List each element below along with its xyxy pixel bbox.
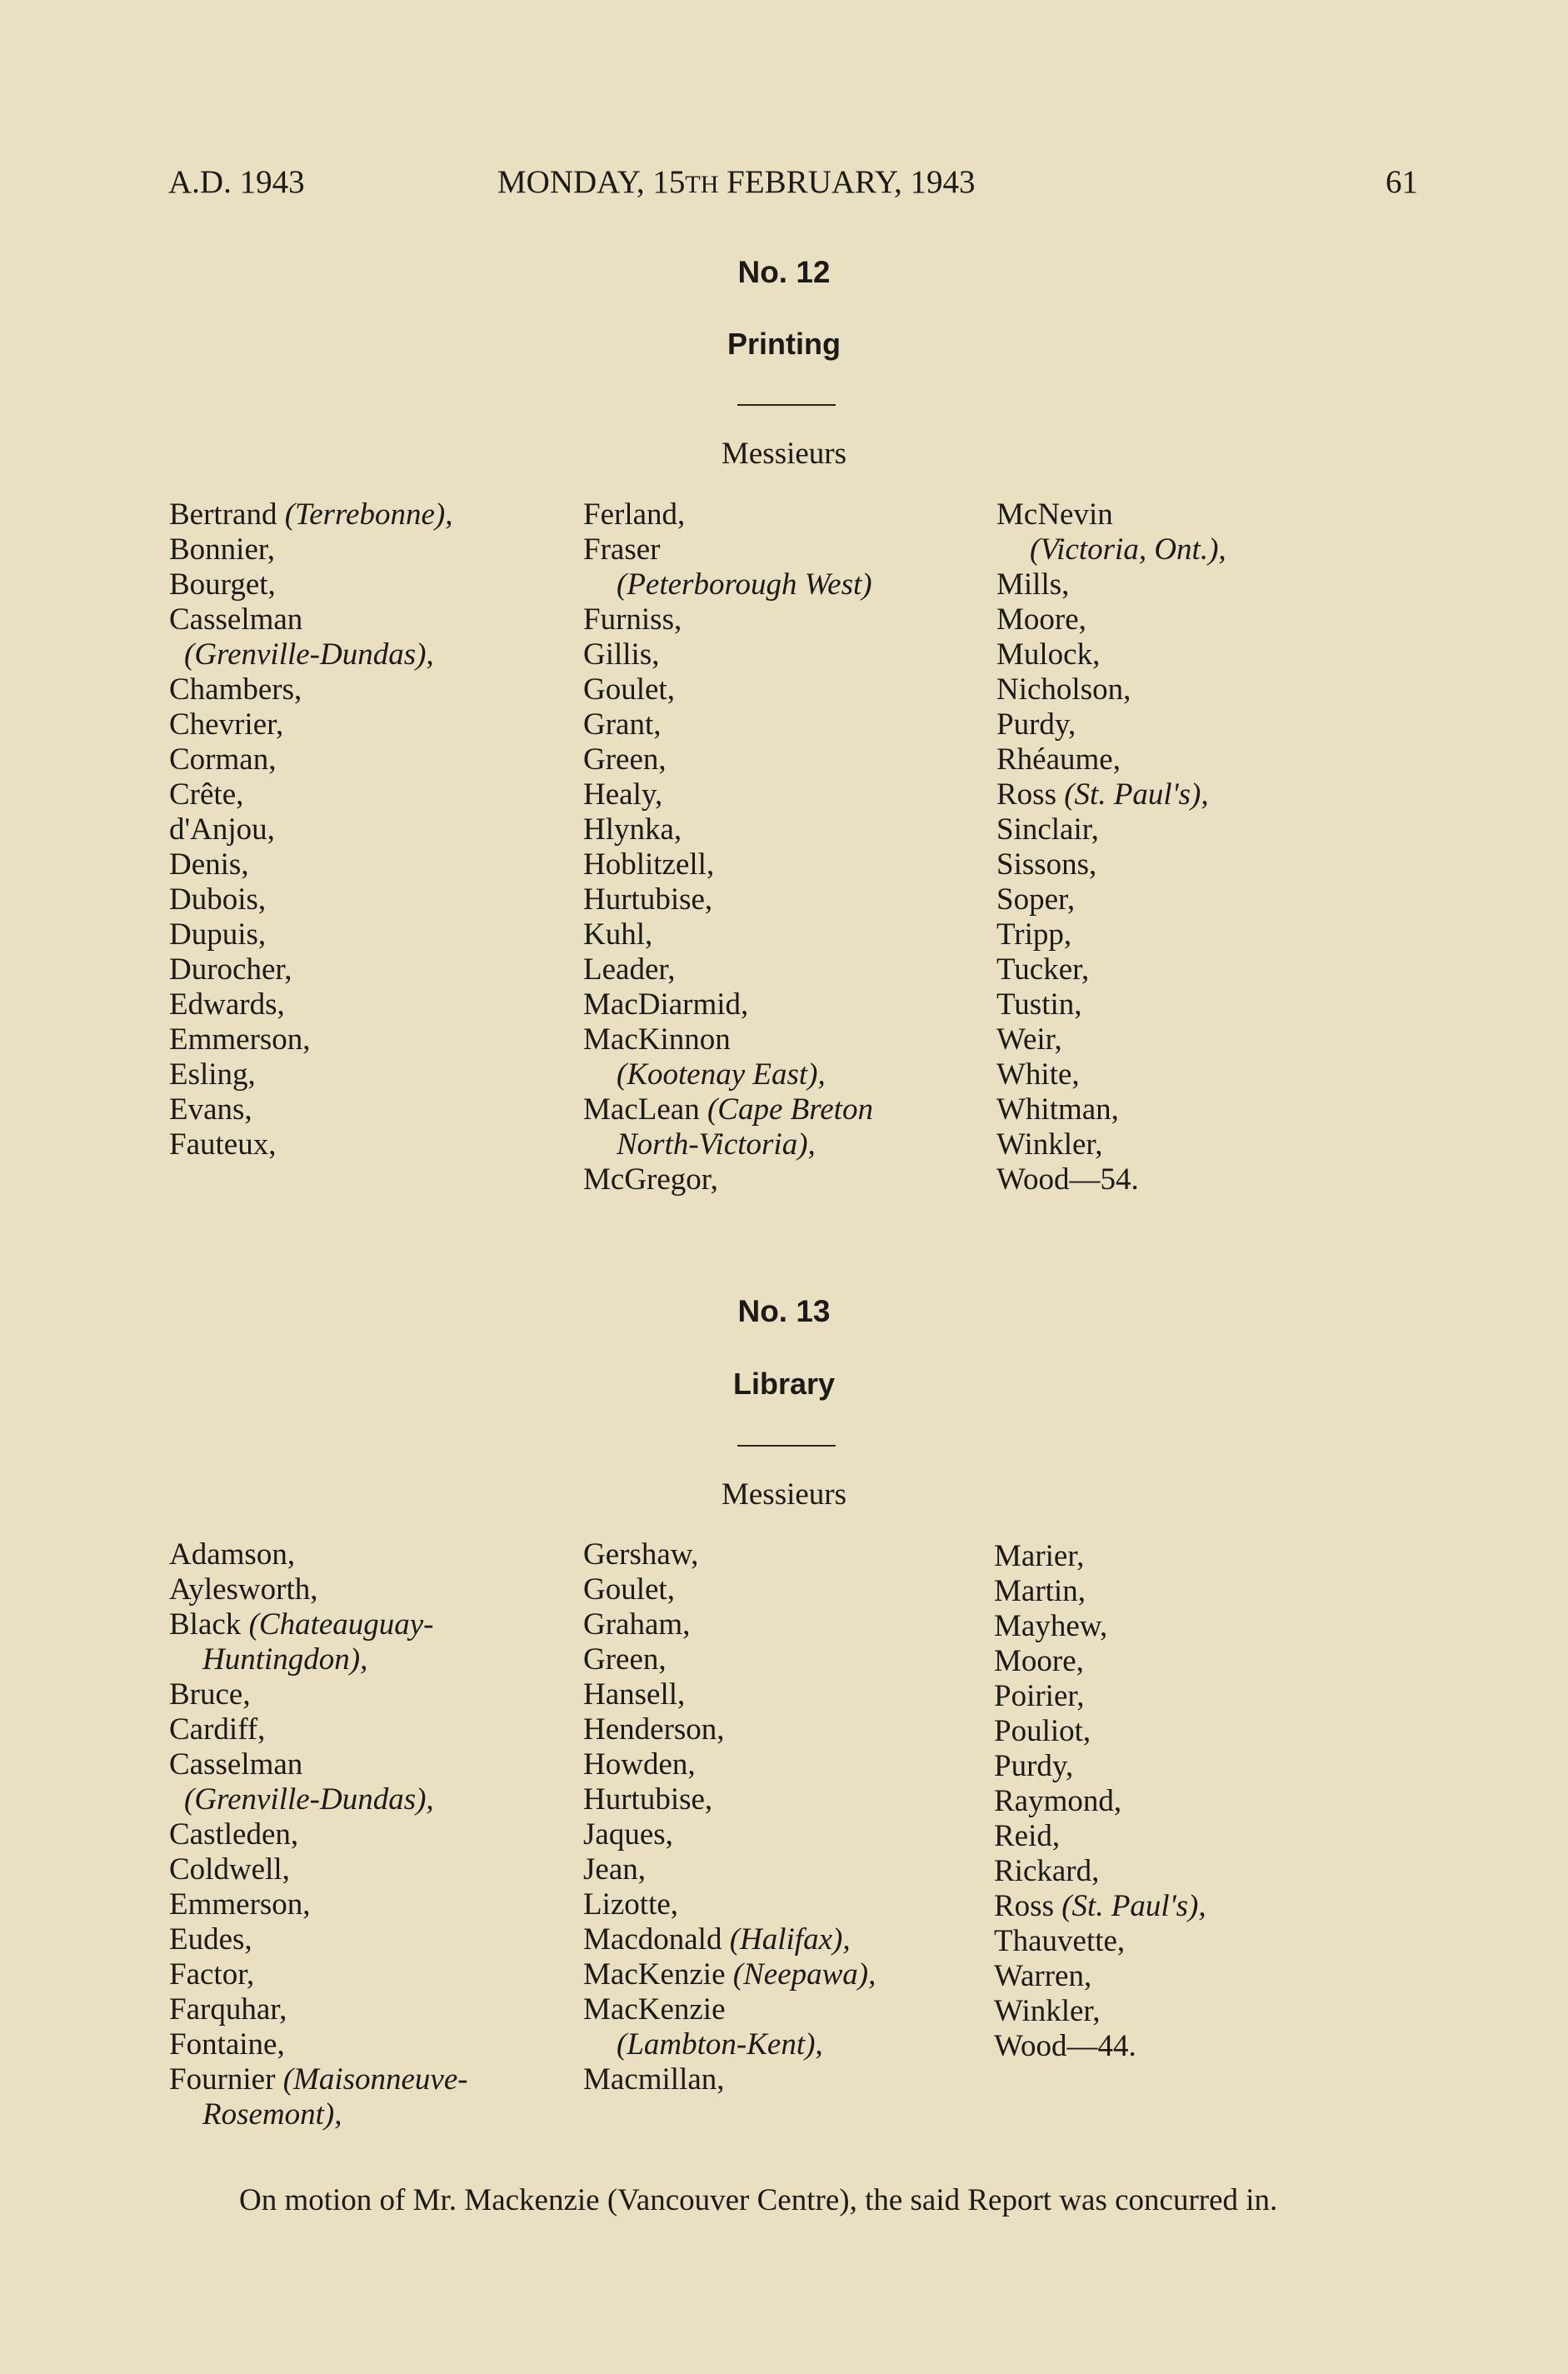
surname: Graham, [583, 1607, 691, 1642]
member-name [994, 1994, 1206, 2029]
member-name [169, 1537, 468, 1572]
constituency: (St. Paul's), [1064, 777, 1209, 812]
surname: Gershaw, [583, 1537, 699, 1572]
surname: Lizotte, [583, 1887, 679, 1922]
member-column [994, 1539, 1206, 2064]
surname: Castleden, [169, 1817, 299, 1852]
member-name [583, 637, 873, 672]
surname: Macmillan, [583, 2062, 725, 2097]
member-constituency-line [583, 567, 873, 602]
member-name [583, 1092, 873, 1127]
member-name [994, 1819, 1206, 1854]
member-constituency-line [583, 2027, 876, 2062]
surname: Marier, [994, 1539, 1085, 1573]
surname: Edwards, [169, 987, 285, 1022]
surname: Winkler, [994, 1994, 1101, 2028]
section-divider [737, 404, 836, 406]
surname: Coldwell, [169, 1852, 290, 1887]
constituency: (Peterborough West) [617, 567, 872, 602]
member-constituency-line [169, 1782, 468, 1817]
surname: Grant, [583, 707, 662, 742]
member-name [583, 1852, 876, 1887]
surname: Raymond, [994, 1784, 1122, 1818]
surname: Chambers, [169, 672, 302, 707]
constituency: (Halifax), [729, 1922, 851, 1957]
surname: Esling, [169, 1057, 256, 1092]
member-name [169, 1022, 452, 1057]
surname: Mayhew, [994, 1609, 1108, 1643]
surname: Hlynka, [583, 812, 682, 847]
member-name [583, 497, 873, 532]
surname: MacDiarmid, [583, 987, 749, 1022]
member-name [169, 602, 452, 637]
member-name [996, 812, 1226, 847]
constituency: Rosemont), [202, 2097, 342, 2132]
section-divider [737, 1445, 836, 1447]
member-name [169, 1747, 468, 1782]
surname: Wood—54. [996, 1162, 1139, 1197]
member-name [994, 1679, 1206, 1714]
constituency: (Terrebonne), [284, 497, 453, 532]
member-name [169, 1092, 452, 1127]
surname: Weir, [996, 1022, 1062, 1057]
surname: Fraser [583, 532, 661, 567]
surname: Ferland, [583, 497, 686, 532]
member-name [169, 777, 452, 812]
member-name [994, 1889, 1206, 1924]
constituency: (St. Paul's), [1061, 1889, 1206, 1923]
member-name [169, 812, 452, 847]
member-name [583, 707, 873, 742]
member-name [169, 1992, 468, 2027]
member-name [583, 672, 873, 707]
member-name [583, 1537, 876, 1572]
surname: Bertrand [169, 497, 285, 532]
surname: Dubois, [169, 882, 267, 917]
member-name [996, 1127, 1226, 1162]
surname: Purdy, [994, 1749, 1074, 1783]
section-title: Printing [727, 327, 841, 361]
date-day: MONDAY, 15 [497, 164, 686, 200]
surname: Purdy, [996, 707, 1076, 742]
surname: Sinclair, [996, 812, 1099, 847]
sitting-date [497, 163, 976, 201]
surname: Reid, [994, 1819, 1061, 1853]
surname: Ross [994, 1889, 1062, 1923]
member-name [996, 567, 1226, 602]
member-name [994, 1609, 1206, 1644]
surname: Rhéaume, [996, 742, 1121, 777]
surname: Moore, [994, 1644, 1084, 1678]
surname: Whitman, [996, 1092, 1119, 1127]
page-number: 61 [1386, 164, 1418, 200]
surname: Hansell, [583, 1677, 686, 1712]
member-name [583, 847, 873, 882]
surname: Furniss, [583, 602, 682, 637]
member-name [583, 882, 873, 917]
surname: Eudes, [169, 1922, 252, 1957]
member-name [996, 1162, 1226, 1197]
surname: Cardiff, [169, 1712, 266, 1747]
surname: Aylesworth, [169, 1572, 318, 1607]
constituency: (Grenville-Dundas), [184, 1782, 434, 1817]
constituency: (Victoria, Ont.), [1030, 532, 1226, 567]
surname: Tustin, [996, 987, 1082, 1022]
surname: Farquhar, [169, 1992, 287, 2027]
member-name [996, 742, 1226, 777]
year-label: A.D. 1943 [168, 164, 305, 200]
member-name [169, 707, 452, 742]
surname: Macdonald [583, 1922, 730, 1957]
member-constituency-line [169, 1642, 468, 1677]
member-name [169, 532, 452, 567]
surname: Green, [583, 1642, 667, 1677]
member-name [169, 847, 452, 882]
member-name [583, 1712, 876, 1747]
member-constituency-line [169, 637, 452, 672]
surname: Denis, [169, 847, 249, 882]
member-name [994, 2029, 1206, 2064]
member-name [169, 1607, 468, 1642]
surname: Bonnier, [169, 532, 275, 567]
surname: MacKinnon [583, 1022, 731, 1057]
surname: Tucker, [996, 952, 1090, 987]
surname: Fournier [169, 2062, 283, 2097]
surname: Chevrier, [169, 707, 284, 742]
member-name [583, 1887, 876, 1922]
surname: Henderson, [583, 1712, 725, 1747]
member-name [583, 742, 873, 777]
member-name [169, 987, 452, 1022]
member-name [169, 1817, 468, 1852]
surname: Fontaine, [169, 2027, 285, 2062]
member-name [994, 1574, 1206, 1609]
member-name [169, 567, 452, 602]
constituency: (Chateauguay- [248, 1607, 434, 1642]
member-name [583, 1572, 876, 1607]
member-name [583, 917, 873, 952]
surname: Goulet, [583, 1572, 675, 1607]
section-title: Library [732, 1367, 836, 1401]
date-ordinal-suffix: TH [685, 171, 719, 198]
member-name [169, 1957, 468, 1992]
surname: MacKenzie [583, 1992, 726, 2027]
surname: Poirier, [994, 1679, 1085, 1713]
constituency: (Kootenay East), [617, 1057, 826, 1092]
member-column [583, 1537, 876, 2097]
concurrence-motion: On motion of Mr. Mackenzie (Vancouver Centre), the said Report was concurred in. [239, 2183, 1278, 2217]
surname: Casselman [169, 602, 303, 637]
member-name [169, 1057, 452, 1092]
member-name [996, 847, 1226, 882]
surname: MacLean [583, 1092, 707, 1127]
member-name [994, 1784, 1206, 1819]
surname: Hoblitzell, [583, 847, 715, 882]
surname: Mulock, [996, 637, 1101, 672]
member-name [169, 1127, 452, 1162]
member-name [583, 812, 873, 847]
surname: Bourget, [169, 567, 276, 602]
member-name [996, 672, 1226, 707]
surname: Moore, [996, 602, 1086, 637]
constituency: (Cape Breton [707, 1092, 873, 1127]
surname: Thauvette, [994, 1924, 1126, 1958]
date-month-year: FEBRUARY, 1943 [718, 164, 976, 200]
member-constituency-line [169, 2097, 468, 2132]
member-name [169, 1572, 468, 1607]
surname: Emmerson, [169, 1022, 311, 1057]
surname: Wood—44. [994, 2029, 1136, 2063]
surname: Mills, [996, 567, 1070, 602]
member-name [583, 1677, 876, 1712]
constituency: (Lambton-Kent), [617, 2027, 823, 2062]
surname: Ross [996, 777, 1065, 812]
member-name [996, 882, 1226, 917]
member-name [996, 1092, 1226, 1127]
surname: Gillis, [583, 637, 660, 672]
member-name [169, 497, 452, 532]
member-name [994, 1539, 1206, 1574]
member-name [583, 1922, 876, 1957]
member-column [169, 1537, 468, 2132]
member-name [583, 2062, 876, 2097]
member-column [583, 497, 873, 1197]
constituency: Huntingdon), [202, 1642, 368, 1677]
member-name [583, 1992, 876, 2027]
member-name [583, 1642, 876, 1677]
member-constituency-line [583, 1057, 873, 1092]
surname: Pouliot, [994, 1714, 1091, 1748]
member-name [996, 497, 1226, 532]
member-constituency-line [996, 532, 1226, 567]
surname: Jean, [583, 1852, 646, 1887]
surname: Casselman [169, 1747, 303, 1782]
member-column [169, 497, 452, 1162]
surname: McGregor, [583, 1162, 718, 1197]
member-name [583, 1162, 873, 1197]
member-name [994, 1959, 1206, 1994]
member-constituency-line [583, 1127, 873, 1162]
member-name [994, 1854, 1206, 1889]
member-name [169, 1712, 468, 1747]
member-name [583, 1747, 876, 1782]
surname: Black [169, 1607, 249, 1642]
surname: Sissons, [996, 847, 1097, 882]
surname: Winkler, [996, 1127, 1103, 1162]
member-name [996, 917, 1226, 952]
member-name [583, 1607, 876, 1642]
surname: Martin, [994, 1574, 1086, 1608]
surname: Rickard, [994, 1854, 1100, 1888]
member-name [994, 1714, 1206, 1749]
surname: Crête, [169, 777, 244, 812]
member-name [583, 777, 873, 812]
member-name [169, 1887, 468, 1922]
surname: Corman, [169, 742, 277, 777]
member-name [996, 637, 1226, 672]
member-name [996, 1022, 1226, 1057]
surname: MacKenzie [583, 1957, 733, 1992]
surname: McNevin [996, 497, 1113, 532]
member-name [169, 1922, 468, 1957]
surname: Green, [583, 742, 667, 777]
surname: Adamson, [169, 1537, 296, 1572]
constituency: (Maisonneuve- [282, 2062, 468, 2097]
surname: d'Anjou, [169, 812, 275, 847]
surname: Durocher, [169, 952, 292, 987]
member-name [583, 602, 873, 637]
member-name [996, 602, 1226, 637]
surname: Tripp, [996, 917, 1072, 952]
member-name [169, 742, 452, 777]
surname: Hurtubise, [583, 1782, 713, 1817]
member-name [996, 707, 1226, 742]
constituency: (Neepawa), [732, 1957, 876, 1992]
member-name [996, 952, 1226, 987]
member-name [583, 987, 873, 1022]
surname: Healy, [583, 777, 663, 812]
section-number: No. 13 [737, 1294, 831, 1328]
member-name [169, 917, 452, 952]
member-name [169, 2027, 468, 2062]
surname: Leader, [583, 952, 676, 987]
surname: Jaques, [583, 1817, 673, 1852]
surname: Nicholson, [996, 672, 1131, 707]
surname: Howden, [583, 1747, 696, 1782]
member-name [994, 1644, 1206, 1679]
member-name [169, 882, 452, 917]
member-name [996, 1057, 1226, 1092]
messieurs-label: Messieurs [721, 437, 847, 471]
page-header [168, 163, 1418, 213]
member-name [169, 952, 452, 987]
member-name [996, 987, 1226, 1022]
member-name [169, 1852, 468, 1887]
surname: Emmerson, [169, 1887, 311, 1922]
surname: Soper, [996, 882, 1076, 917]
surname: Bruce, [169, 1677, 251, 1712]
member-column [996, 497, 1226, 1197]
surname: Evans, [169, 1092, 252, 1127]
member-name [994, 1749, 1206, 1784]
surname: Hurtubise, [583, 882, 713, 917]
surname: Factor, [169, 1957, 255, 1992]
surname: White, [996, 1057, 1080, 1092]
surname: Dupuis, [169, 917, 267, 952]
member-name [583, 1957, 876, 1992]
member-name [169, 2062, 468, 2097]
constituency: North-Victoria), [617, 1127, 816, 1162]
surname: Warren, [994, 1959, 1092, 1993]
member-name [994, 1924, 1206, 1959]
surname: Fauteux, [169, 1127, 277, 1162]
member-name [583, 952, 873, 987]
section-number: No. 12 [737, 255, 831, 289]
messieurs-label: Messieurs [721, 1477, 847, 1512]
member-name [169, 672, 452, 707]
member-name [583, 532, 873, 567]
member-name [583, 1817, 876, 1852]
member-name [169, 1677, 468, 1712]
constituency: (Grenville-Dundas), [184, 637, 434, 672]
surname: Kuhl, [583, 917, 653, 952]
surname: Goulet, [583, 672, 675, 707]
member-name [996, 777, 1226, 812]
member-name [583, 1022, 873, 1057]
member-name [583, 1782, 876, 1817]
